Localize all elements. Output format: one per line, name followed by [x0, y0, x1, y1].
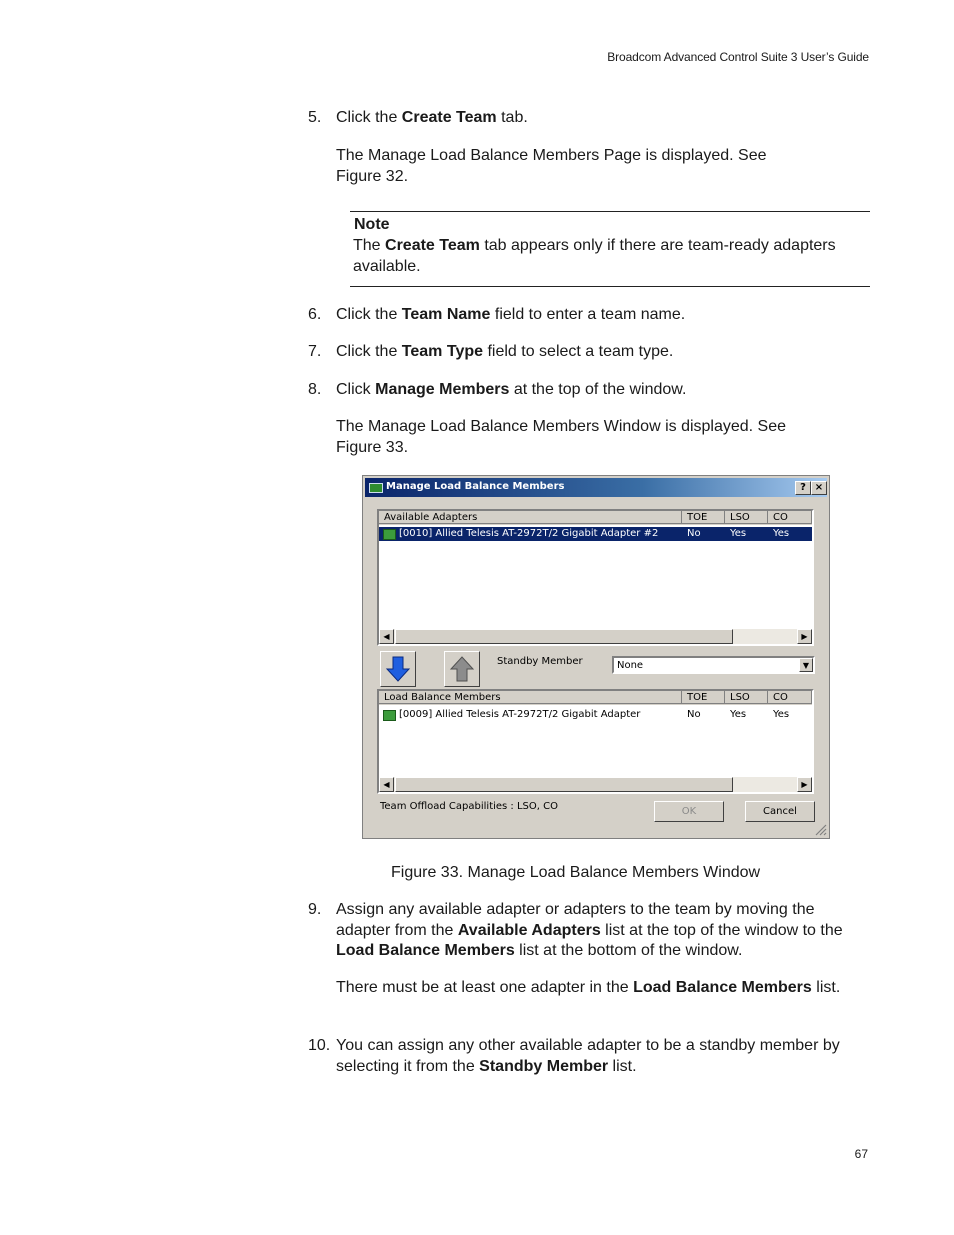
- step-10-text: You can assign any other available adapter to be a standby member by selecting it from the Standby Member list.: [336, 1037, 840, 1075]
- dialog-titlebar: [365, 478, 827, 497]
- available-list-header: [379, 511, 812, 525]
- arrow-up-icon: [445, 652, 479, 686]
- available-adapters-list[interactable]: [377, 509, 814, 646]
- load-balance-members-list[interactable]: [377, 689, 814, 794]
- column-header-toe[interactable]: TOE: [682, 691, 725, 704]
- step-9-text: Assign any available adapter or adapters to the team by moving the adapter from the Available Adapters list at the top of the window to the Load Balance Members list at the bottom of the window.: [336, 901, 843, 959]
- column-header-toe[interactable]: TOE: [682, 511, 725, 524]
- step-5-description: The Manage Load Balance Members Page is displayed. See Figure 32.: [336, 147, 767, 185]
- step-8-description: The Manage Load Balance Members Window is displayed. See Figure 33.: [336, 418, 787, 456]
- page-number: 67: [854, 1147, 868, 1161]
- column-header-lso[interactable]: LSO: [725, 691, 768, 704]
- standby-member-dropdown[interactable]: [612, 656, 815, 674]
- step-7-text: Click the Team Type field to select a team type.: [336, 343, 674, 360]
- step-10-number: 10.: [308, 1037, 331, 1054]
- adapter-name: [0010] Allied Telesis AT-2972T/2 Gigabit Adapter #2: [399, 528, 659, 539]
- note-body: The Create Team tab appears only if there are team-ready adapters available.: [353, 237, 836, 275]
- list-item[interactable]: [379, 527, 812, 541]
- adapter-name: [0009] Allied Telesis AT-2972T/2 Gigabit Adapter: [399, 709, 641, 720]
- list-item[interactable]: [379, 708, 812, 722]
- horizontal-scrollbar[interactable]: [379, 629, 812, 644]
- adapter-toe: No: [687, 528, 701, 539]
- resize-grip-icon[interactable]: [815, 824, 827, 836]
- move-up-button[interactable]: [444, 651, 480, 687]
- column-header-lso[interactable]: LSO: [725, 511, 768, 524]
- close-button[interactable]: ×: [811, 481, 827, 495]
- network-adapter-icon: [383, 710, 396, 721]
- step-7-number: 7.: [308, 343, 322, 360]
- column-header-name[interactable]: Load Balance Members: [379, 691, 682, 704]
- chevron-down-icon[interactable]: ▼: [799, 658, 813, 672]
- step-6-number: 6.: [308, 306, 322, 323]
- step-5-number: 5.: [308, 109, 322, 126]
- ok-button[interactable]: OK: [654, 801, 724, 822]
- note-box: [350, 211, 870, 287]
- step-6-text: Click the Team Name field to enter a team name.: [336, 306, 686, 323]
- step-8-text: Click Manage Members at the top of the window.: [336, 381, 687, 398]
- adapter-lso: Yes: [730, 528, 747, 539]
- network-adapter-icon: [383, 529, 396, 540]
- scroll-thumb[interactable]: [395, 629, 733, 644]
- figure-caption: Figure 33. Manage Load Balance Members Window: [391, 864, 761, 881]
- scroll-right-icon[interactable]: ▶: [797, 777, 812, 792]
- adapter-co: Yes: [773, 709, 790, 720]
- help-button[interactable]: ?: [795, 481, 811, 495]
- horizontal-scrollbar[interactable]: [379, 777, 812, 792]
- members-list-header: [379, 691, 812, 705]
- standby-member-value: None: [617, 660, 644, 671]
- adapter-co: Yes: [773, 528, 790, 539]
- step-8-number: 8.: [308, 381, 322, 398]
- step-5-text: Click the Create Team tab.: [336, 109, 528, 126]
- arrow-down-icon: [381, 652, 415, 686]
- cancel-button[interactable]: Cancel: [745, 801, 815, 822]
- standby-member-label: Standby Member: [497, 656, 583, 667]
- team-offload-capabilities: Team Offload Capabilities : LSO, CO: [380, 801, 558, 812]
- scroll-left-icon[interactable]: ◀: [379, 777, 394, 792]
- step-9-number: 9.: [308, 901, 322, 918]
- step-9-description: There must be at least one adapter in the Load Balance Members list.: [336, 979, 841, 996]
- app-icon: [369, 483, 383, 493]
- manage-members-dialog: [362, 475, 830, 839]
- note-title: Note: [354, 216, 390, 233]
- scroll-left-icon[interactable]: ◀: [379, 629, 394, 644]
- running-header: Broadcom Advanced Control Suite 3 User’s Guide: [607, 50, 869, 64]
- scroll-thumb[interactable]: [395, 777, 733, 792]
- move-down-button[interactable]: [380, 651, 416, 687]
- dialog-title: Manage Load Balance Members: [386, 481, 565, 492]
- column-header-name[interactable]: Available Adapters: [379, 511, 682, 524]
- adapter-lso: Yes: [730, 709, 747, 720]
- scroll-right-icon[interactable]: ▶: [797, 629, 812, 644]
- column-header-co[interactable]: CO: [768, 691, 812, 704]
- column-header-co[interactable]: CO: [768, 511, 812, 524]
- adapter-toe: No: [687, 709, 701, 720]
